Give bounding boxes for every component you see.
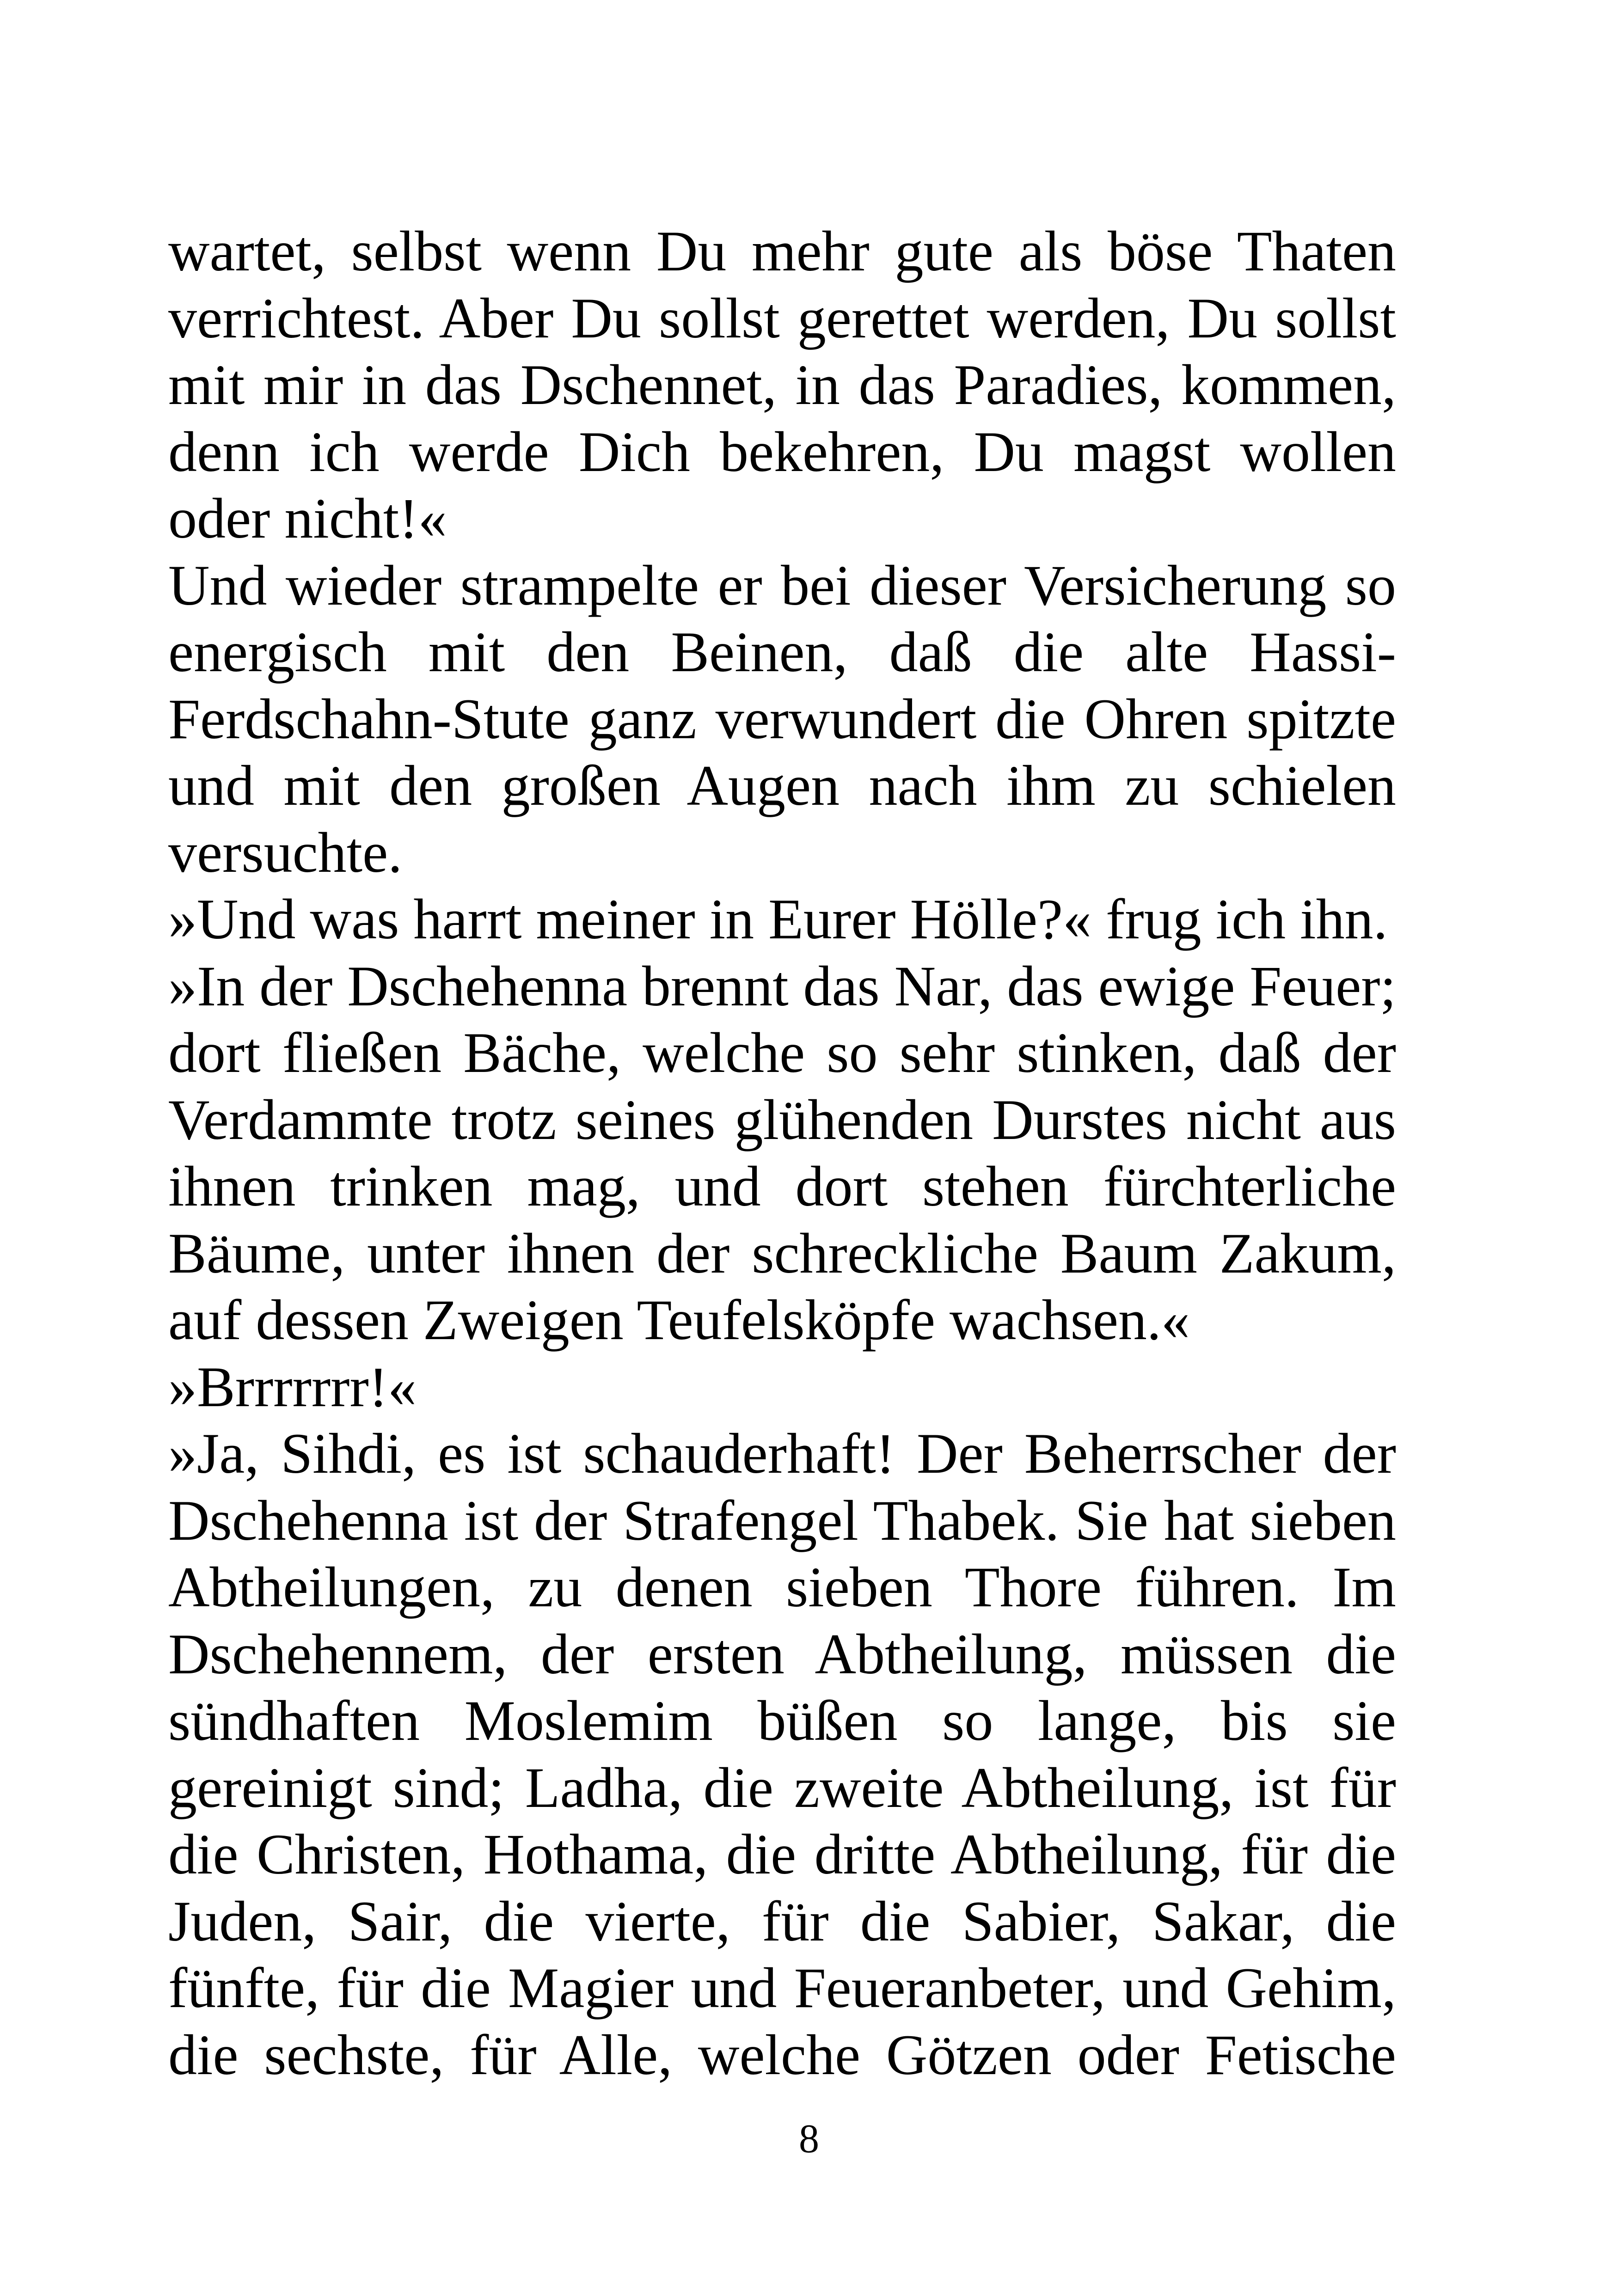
text-line: energisch mit den Beinen, daß die alte Hassi- <box>168 620 1396 684</box>
text-line: Dschehennem, der ersten Abtheilung, müssen die <box>168 1622 1396 1686</box>
text-line: verrichtest. Aber Du sollst gerettet werden, Du sollst <box>168 286 1396 350</box>
text-line: ihnen trinken mag, und dort stehen fürchterliche <box>168 1155 1396 1218</box>
text-line: »In der Dschehenna brennt das Nar, das ewige Feuer; <box>168 954 1396 1018</box>
text-line: versuchte. <box>168 820 403 884</box>
text-line: wartet, selbst wenn Du mehr gute als böse Thaten <box>168 220 1396 283</box>
page-number: 8 <box>799 2117 819 2161</box>
text-line: und mit den großen Augen nach ihm zu schielen <box>168 754 1396 817</box>
text-line: mit mir in das Dschennet, in das Paradies, kommen, <box>168 353 1396 416</box>
text-line: Dschehenna ist der Strafengel Thabek. Sie hat sieben <box>168 1488 1396 1552</box>
text-line: dort fließen Bäche, welche so sehr stinken, daß der <box>168 1021 1396 1084</box>
text-line: die Christen, Hothama, die dritte Abtheilung, für die <box>168 1823 1396 1886</box>
text-line: fünfte, für die Magier und Feueranbeter, und Gehim, <box>168 1956 1396 2020</box>
text-line: sündhaften Moslemim büßen so lange, bis sie <box>168 1689 1396 1752</box>
text-line: oder nicht!« <box>168 487 447 550</box>
text-line: »Ja, Sihdi, es ist schauderhaft! Der Beherrscher der <box>168 1422 1396 1485</box>
body-text <box>168 218 1396 2088</box>
text-line: Juden, Sair, die vierte, für die Sabier, Sakar, die <box>168 1889 1396 1953</box>
text-line: Bäume, unter ihnen der schreckliche Baum Zakum, <box>168 1221 1396 1285</box>
text-line: die sechste, für Alle, welche Götzen oder Fetische <box>168 2023 1396 2087</box>
text-line: gereinigt sind; Ladha, die zweite Abtheilung, ist für <box>168 1756 1396 1819</box>
text-line: »Brrrrrrr!« <box>168 1355 417 1419</box>
text-line: auf dessen Zweigen Teufelsköpfe wachsen.« <box>168 1288 1190 1352</box>
text-line: denn ich werde Dich bekehren, Du magst wollen <box>168 420 1396 484</box>
text-line: Abtheilungen, zu denen sieben Thore führen. Im <box>168 1555 1396 1619</box>
text-line: »Und was harrt meiner in Eurer Hölle?« frug ich ihn. <box>168 888 1388 951</box>
text-line: Verdammte trotz seines glühenden Durstes nicht aus <box>168 1088 1396 1151</box>
text-line: Und wieder strampelte er bei dieser Versicherung so <box>168 553 1396 617</box>
text-line: Ferdschahn-Stute ganz verwundert die Ohren spitzte <box>168 687 1396 751</box>
